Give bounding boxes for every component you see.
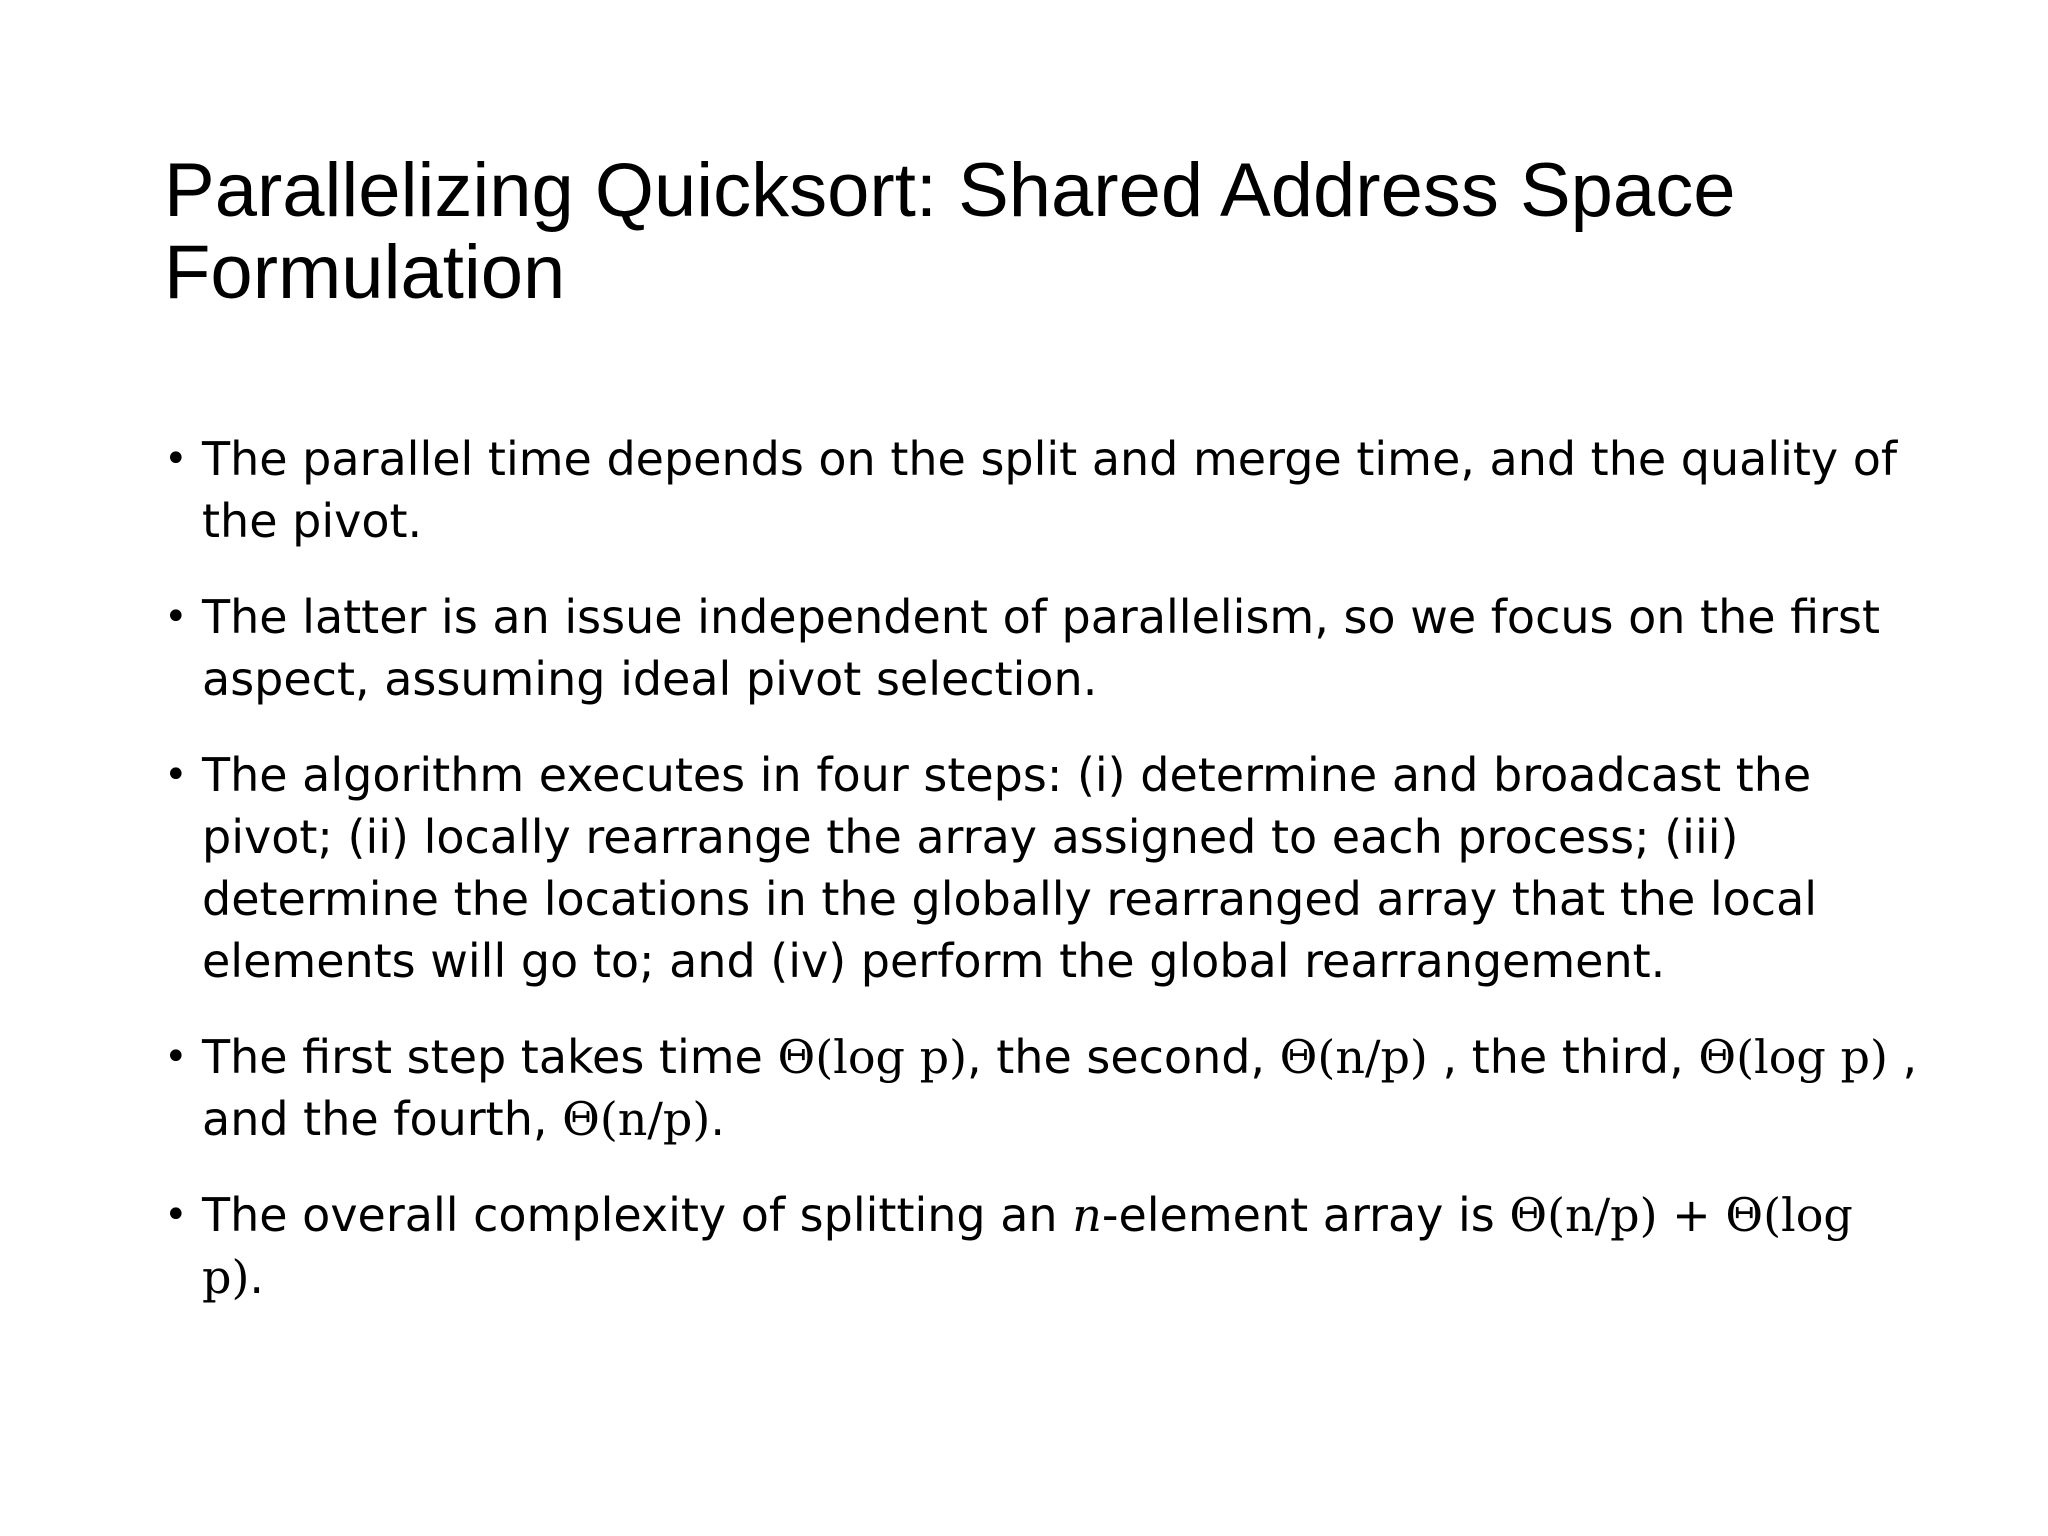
bullet-text: The algorithm executes in four steps: (i) determine and broadcast the pivot; (ii) locally rearrange the array assigned to each process; (iii) determine the locations in the globally rearranged array that the local elements will go to; and (iv) perform the global rearrangement. (202, 748, 1818, 988)
bullet-dot-icon: • (164, 752, 188, 798)
text-segment: , the third, (1427, 1030, 1699, 1084)
bullet-item (164, 428, 1924, 552)
bullet-text: The parallel time depends on the split and merge time, and the quality of the pivot. (202, 432, 1898, 548)
text-segment: , and the fourth, (202, 1030, 1918, 1146)
bullet-text: The latter is an issue independent of parallelism, so we focus on the first aspect, assuming ideal pivot selection. (202, 590, 1881, 706)
text-segment: -element array is (1101, 1188, 1510, 1242)
math-expression: Θ(log p) (1698, 1030, 1888, 1084)
slide-title: Parallelizing Quicksort: Shared Address Space Formulation (164, 148, 1736, 315)
math-expression: Θ(n/p) (1509, 1188, 1658, 1242)
bullet-item (164, 1026, 1924, 1150)
bullet-item (164, 744, 1924, 992)
text-segment: The overall complexity of splitting an (202, 1188, 1073, 1242)
math-expression: Θ(log p) (202, 1188, 1853, 1304)
bullet-dot-icon: • (164, 1034, 188, 1080)
math-expression: Θ(n/p) (1279, 1030, 1428, 1084)
math-expression: Θ(n/p) (562, 1092, 711, 1146)
text-segment: . (710, 1092, 725, 1146)
bullet-text (202, 1188, 1853, 1304)
math-expression: Θ(log p) (777, 1030, 968, 1084)
bullet-dot-icon: • (164, 594, 188, 640)
bullet-dot-icon: • (164, 436, 188, 482)
math-variable: n (1072, 1188, 1102, 1242)
text-segment: The first step takes time (202, 1030, 778, 1084)
bullet-list (164, 428, 1924, 1342)
bullet-item (164, 586, 1924, 710)
bullet-text (202, 1030, 1917, 1146)
text-segment: + (1657, 1188, 1726, 1242)
bullet-item (164, 1184, 1924, 1308)
text-segment: . (249, 1250, 265, 1304)
bullet-dot-icon: • (164, 1192, 188, 1238)
text-segment: , the second, (967, 1030, 1280, 1084)
